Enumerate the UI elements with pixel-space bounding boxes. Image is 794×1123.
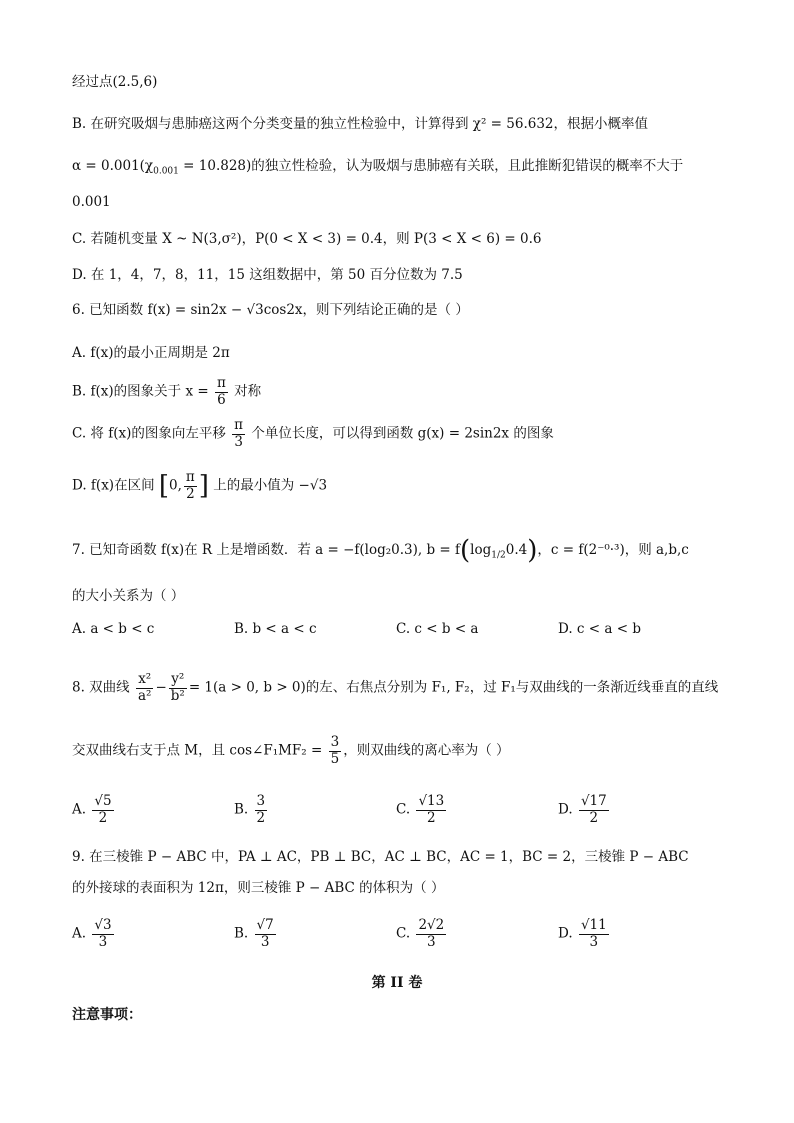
q9-option-d [558,918,611,950]
fraction [232,418,245,450]
alpha-text: α = 0.001(χ [72,158,154,174]
numerator: π [234,417,244,433]
log-base: 1/2 [491,550,506,561]
fraction [92,794,113,826]
numerator: π [185,469,195,485]
q8-option-c [396,794,448,826]
q9-option-b [234,918,278,950]
q6d-text: D. f(x)在区间 [72,477,155,494]
left-bracket-icon: [ [158,471,170,502]
option-d: D. 在 1，4，7，8，11，15 这组数据中，第 50 百分位数为 7.5 [72,267,463,283]
option-b-line1: B. 在研究吸烟与患肺癌这两个分类变量的独立性检验中，计算得到 χ² = 56.632，根据小概率值 [72,116,649,132]
fraction [329,735,342,767]
numerator: 2√2 [418,917,445,933]
denominator: 2 [256,809,266,826]
q6-option-d [72,470,327,502]
right-paren-icon: ) [527,535,538,566]
denominator: 3 [98,933,108,950]
q6-option-c [72,418,554,450]
option-label: C. [396,925,411,942]
q8-line2-text: 交双曲线右支于点 M，且 cos∠F₁MF₂ = [72,742,323,759]
option-label: B. [234,925,249,942]
fraction [255,794,268,826]
q8-text-end: = 1(a > 0, b > 0)的左、右焦点分别为 F₁, F₂，过 F₁与双曲线的一条渐近线垂直的直线 [188,679,719,696]
numerator: π [216,375,226,391]
numerator: x² [136,672,153,689]
q6c-text: C. 将 f(x)的图象向左平移 [72,425,226,442]
question-8-line2 [72,735,510,767]
denominator: 3 [260,933,270,950]
fraction [416,794,446,826]
denominator: 5 [330,750,340,767]
fraction [184,470,197,502]
option-b-line3: 0.001 [72,194,111,210]
numerator: 3 [256,793,266,809]
numerator: 3 [330,734,340,750]
option-label: B. [234,801,249,818]
question-8: 8. 双曲线 $\frac{\text{x²}}{\text{a²}}$ − $\frac{\text{y²}}{\text{b²}}$ = 1(a > 0, b > 0)的左、右焦点分别为 F₁, F₂，过 F₁与双曲线的一条渐近线垂直的直线 [72,671,719,704]
fraction [92,918,113,950]
numerator: √13 [418,793,445,809]
numerator: √5 [94,793,112,809]
fraction-x [136,672,153,704]
denominator: 2 [427,809,436,826]
q7-option-b: B. b < a < c [234,621,317,637]
denominator: a² [137,687,152,704]
log-arg: 0.4 [505,542,528,558]
numerator: √3 [94,917,112,933]
numerator: √17 [580,793,607,809]
denominator: 3 [234,433,243,450]
denominator: 2 [186,485,195,502]
section-title: 第 II 卷 [371,975,423,991]
notice-title: 注意事项： [72,1007,142,1023]
q7-text-end: ，c = f(2⁻⁰·³)，则 a,b,c [537,542,689,558]
q6b-text-end: 对称 [234,383,262,400]
q7-text: 7. 已知奇函数 f(x)在 R 上是增函数．若 a = −f(log₂0.3), b = f [72,542,461,558]
q8-line2-end: ，则双曲线的离心率为（ ） [343,742,510,759]
q8-option-d [558,794,611,826]
option-b-line2-rest: = 10.828)的独立性检验，认为吸烟与患肺癌有关联，且此推断犯错误的概率不大于 [178,158,684,174]
numerator: √7 [256,917,274,933]
q8-option-a [72,794,116,826]
denominator: 6 [217,391,226,408]
q6-option-a: A. f(x)的最小正周期是 2π [72,345,230,361]
numerator: √11 [580,917,607,933]
q6-option-b [72,376,261,408]
option-label: A. [72,801,87,818]
option-label: D. [558,801,573,818]
question-7-line2: 的大小关系为（ ） [72,588,185,604]
fraction-y [169,672,187,704]
question-6: 6. 已知函数 f(x) = sin2x − √3cos2x，则下列结论正确的是（ ） [72,302,469,318]
option-label: A. [72,925,87,942]
denominator: 2 [98,809,108,826]
fraction [255,918,276,950]
chi-subscript: 0.001 [153,166,179,177]
denominator: 3 [427,933,436,950]
q6c-text-end: 个单位长度，可以得到函数 g(x) = 2sin2x 的图象 [251,425,554,442]
fraction [579,794,609,826]
interval-start: 0, [169,477,182,494]
line-point: 经过点(2.5,6) [72,74,158,90]
q9-option-a [72,918,116,950]
question-9: 9. 在三棱锥 P − ABC 中，PA ⊥ AC，PB ⊥ BC，AC ⊥ BC，AC = 1，BC = 2，三棱锥 P − ABC [72,849,689,865]
numerator: y² [169,672,187,689]
left-paren-icon: ( [460,535,471,566]
fraction [215,376,228,408]
option-c: C. 若随机变量 X ~ N(3,σ²)，P(0 < X < 3) = 0.4，则 P(3 < X < 6) = 0.6 [72,231,542,247]
denominator: 2 [589,809,599,826]
fraction [579,918,609,950]
q9-option-c [396,918,448,950]
denominator: 3 [589,933,599,950]
option-b-line2 [72,156,683,182]
q7-option-c: C. c < b < a [396,621,479,637]
right-bracket-icon: ] [198,471,209,502]
log-text: log [470,542,492,558]
question-9-line2: 的外接球的表面积为 12π，则三棱锥 P − ABC 的体积为（ ） [72,880,445,896]
q7-option-a: A. a < b < c [72,621,155,637]
q8-option-b [234,794,269,826]
option-label: D. [558,925,573,942]
option-label: C. [396,801,411,818]
q6b-text: B. f(x)的图象关于 x = [72,383,209,400]
q8-text: 8. 双曲线 [72,679,130,696]
q6d-text-end: 上的最小值为 −√3 [213,477,328,494]
denominator: b² [170,687,185,704]
fraction [416,918,446,950]
q7-option-d: D. c < a < b [558,621,641,637]
question-7 [72,535,689,566]
